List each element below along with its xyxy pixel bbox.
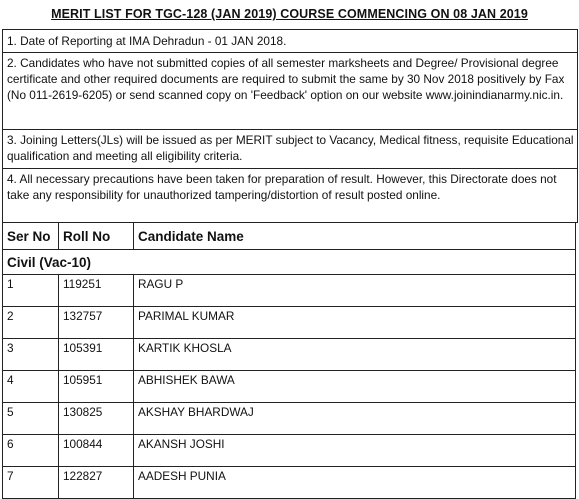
candidate-name-cell: RAGU P bbox=[134, 275, 576, 307]
table-row bbox=[3, 435, 576, 467]
header-candidate-name: Candidate Name bbox=[134, 223, 576, 250]
candidate-name-cell: AKANSH JOSHI bbox=[134, 435, 576, 467]
candidate-name-cell: AADESH PUNIA bbox=[134, 467, 576, 499]
note-3: 3. Joining Letters(JLs) will be issued as per MERIT subject to Vacancy, Medical fitness, requisite Educational qualification and meeting all eligibility criteria. bbox=[3, 130, 577, 169]
roll-no-cell: 130825 bbox=[59, 403, 134, 435]
group-row bbox=[3, 250, 576, 275]
notes-box bbox=[2, 29, 578, 223]
ser-no-cell: 2 bbox=[3, 307, 59, 339]
header-ser-no: Ser No bbox=[3, 223, 59, 250]
roll-no-cell: 100844 bbox=[59, 435, 134, 467]
roll-no-cell: 122827 bbox=[59, 467, 134, 499]
ser-no-cell: 3 bbox=[3, 339, 59, 371]
candidate-name-cell: KARTIK KHOSLA bbox=[134, 339, 576, 371]
ser-no-cell: 1 bbox=[3, 275, 59, 307]
roll-no-cell: 105391 bbox=[59, 339, 134, 371]
page-title: MERIT LIST FOR TGC-128 (JAN 2019) COURSE COMMENCING ON 08 JAN 2019 bbox=[51, 7, 528, 21]
candidate-name-cell: PARIMAL KUMAR bbox=[134, 307, 576, 339]
roll-no-cell: 119251 bbox=[59, 275, 134, 307]
table-row bbox=[3, 275, 576, 307]
note-1: 1. Date of Reporting at IMA Dehradun - 01 JAN 2018. bbox=[3, 30, 577, 53]
table-header-row bbox=[3, 223, 576, 250]
candidate-name-cell: ABHISHEK BAWA bbox=[134, 371, 576, 403]
table-row bbox=[3, 307, 576, 339]
group-label: Civil (Vac-10) bbox=[3, 250, 576, 275]
table-row bbox=[3, 467, 576, 499]
candidate-name-cell: AKSHAY BHARDWAJ bbox=[134, 403, 576, 435]
merit-table bbox=[2, 222, 576, 499]
table-row bbox=[3, 371, 576, 403]
roll-no-cell: 105951 bbox=[59, 371, 134, 403]
ser-no-cell: 4 bbox=[3, 371, 59, 403]
ser-no-cell: 5 bbox=[3, 403, 59, 435]
ser-no-cell: 6 bbox=[3, 435, 59, 467]
table-row bbox=[3, 403, 576, 435]
note-2: 2. Candidates who have not submitted copies of all semester marksheets and Degree/ Provisional degree certificate and other required documents are required to submit the same by 30 Nov 2018 positively by Fax (No 011-2619-6205) or send scanned copy on 'Feedback' option on our website www.joinindianarmy.nic.in. bbox=[3, 53, 577, 130]
ser-no-cell: 7 bbox=[3, 467, 59, 499]
note-4: 4. All necessary precautions have been taken for preparation of result. However, this Directorate does not take any responsibility for unauthorized tampering/distortion of result posted online. bbox=[3, 169, 577, 223]
roll-no-cell: 132757 bbox=[59, 307, 134, 339]
header-roll-no: Roll No bbox=[59, 223, 134, 250]
table-row bbox=[3, 339, 576, 371]
